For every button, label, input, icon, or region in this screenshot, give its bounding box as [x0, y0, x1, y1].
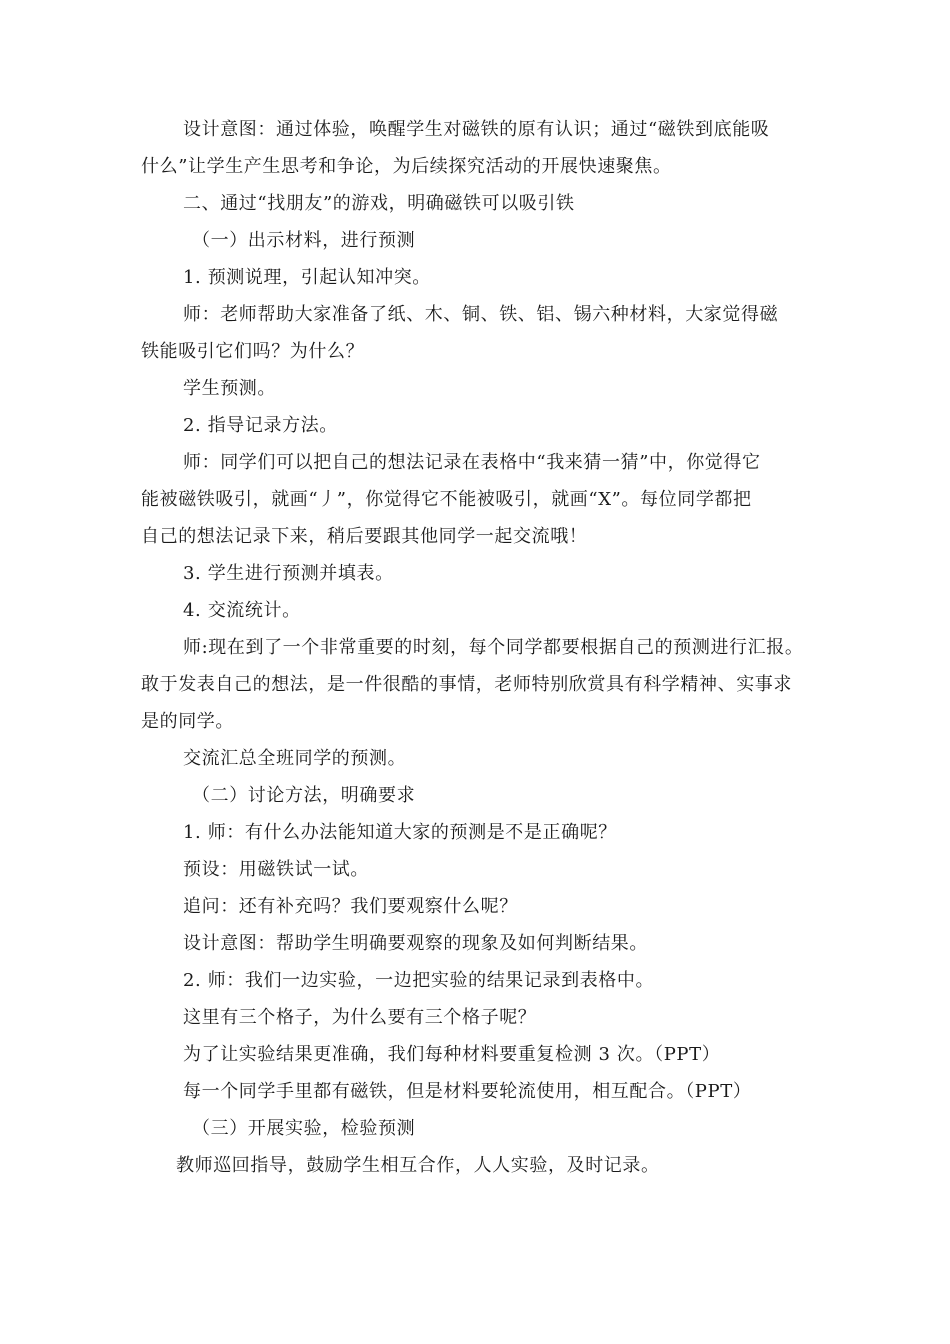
- paragraph-line: 每一个同学手里都有磁铁，但是材料要轮流使用，相互配合。（PPT）: [183, 1081, 752, 1102]
- paragraph-line: 能被磁铁吸引，就画“丿”，你觉得它不能被吸引，就画“X”。每位同学都把: [141, 489, 752, 510]
- paragraph-line: 敢于发表自己的想法，是一件很酷的事情，老师特别欣赏具有科学精神、实事求: [141, 674, 792, 695]
- paragraph-line: 为了让实验结果更准确，我们每种材料要重复检测 3 次。（PPT）: [183, 1044, 721, 1065]
- numbered-item: 1. 师：有什么办法能知道大家的预测是不是正确呢？: [183, 822, 617, 843]
- paragraph-line: 这里有三个格子，为什么要有三个格子呢？: [183, 1007, 537, 1028]
- subsection-heading: （三）开展实验，检验预测: [192, 1118, 416, 1139]
- paragraph-line: 是的同学。: [141, 711, 234, 732]
- paragraph-line: 设计意图：帮助学生明确要观察的现象及如何判断结果。: [183, 933, 648, 954]
- numbered-item: 3. 学生进行预测并填表。: [183, 563, 394, 584]
- paragraph-line: 师:现在到了一个非常重要的时刻，每个同学都要根据自己的预测进行汇报。: [183, 637, 804, 658]
- numbered-item: 2. 师：我们一边实验，一边把实验的结果记录到表格中。: [183, 970, 655, 991]
- paragraph-line: 交流汇总全班同学的预测。: [183, 748, 407, 769]
- numbered-item: 4. 交流统计。: [183, 600, 301, 621]
- paragraph-line: 什么”让学生产生思考和争论，为后续探究活动的开展快速聚焦。: [141, 156, 672, 177]
- paragraph-line: 设计意图：通过体验，唤醒学生对磁铁的原有认识；通过“磁铁到底能吸: [183, 119, 770, 140]
- section-heading: 二、通过“找朋友”的游戏，明确磁铁可以吸引铁: [183, 193, 575, 214]
- paragraph-line: 自己的想法记录下来，稍后要跟其他同学一起交流哦！: [141, 526, 588, 547]
- subsection-heading: （一）出示材料，进行预测: [192, 230, 416, 251]
- paragraph-line: 师：老师帮助大家准备了纸、木、铜、铁、铝、锡六种材料，大家觉得磁: [183, 304, 779, 325]
- numbered-item: 2. 指导记录方法。: [183, 415, 338, 436]
- paragraph-line: 学生预测。: [183, 378, 276, 399]
- paragraph-line: 追问：还有补充吗？我们要观察什么呢？: [183, 896, 518, 917]
- paragraph-line: 预设：用磁铁试一试。: [183, 859, 369, 880]
- paragraph-line: 教师巡回指导，鼓励学生相互合作，人人实验，及时记录。: [176, 1155, 660, 1176]
- paragraph-line: 铁能吸引它们吗？为什么？: [141, 341, 365, 362]
- paragraph-line: 师：同学们可以把自己的想法记录在表格中“我来猜一猜”中，你觉得它: [183, 452, 761, 473]
- numbered-item: 1. 预测说理，引起认知冲突。: [183, 267, 431, 288]
- subsection-heading: （二）讨论方法，明确要求: [192, 785, 416, 806]
